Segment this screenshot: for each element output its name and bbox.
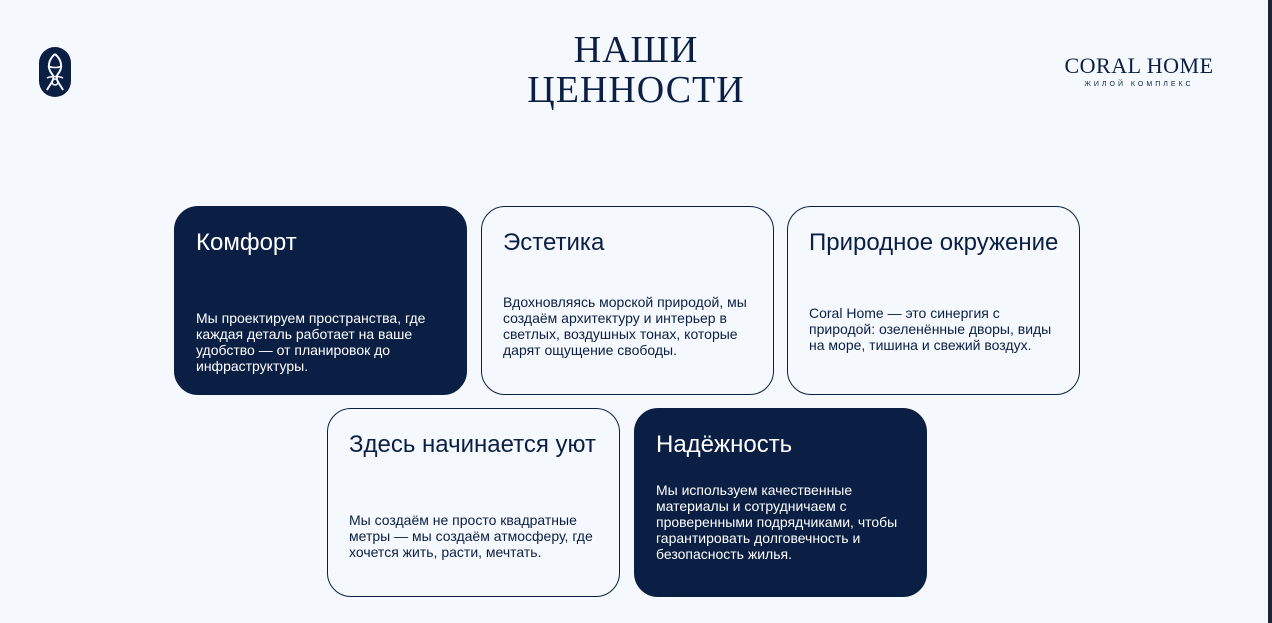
card-text: Coral Home — это синергия с природой: озеленённые дворы, виды на море, тишина и свежий воздух. (809, 305, 1052, 353)
card-text: Мы создаём не просто квадратные метры — мы создаём атмосферу, где хочется жить, расти, мечтать. (349, 512, 593, 560)
card-text: Мы проектируем пространства, где каждая деталь работает на ваше удобство — от планировок до инфраструктуры. (196, 310, 426, 374)
brand-logo (1064, 54, 1214, 88)
page-title-line1: НАШИ (573, 29, 699, 71)
page-title-line2: ЦЕННОСТИ (527, 69, 745, 111)
card-title: Эстетика (503, 229, 605, 256)
card-text: Вдохновляясь морской природой, мы создаём архитектуру и интерьер в светлых, воздушных тонах, которые дарят ощущение свободы. (503, 294, 747, 358)
value-card-reliability (634, 408, 927, 597)
card-title: Здесь начинается уют (349, 431, 597, 458)
card-title: Комфорт (196, 229, 297, 256)
brand-subtitle: ЖИЛОЙ КОМПЛЕКС (1084, 81, 1194, 88)
value-card-comfort (174, 206, 467, 395)
brand-name: CORAL HOME (1064, 53, 1214, 78)
card-title: Природное окружение (809, 229, 1059, 256)
value-card-cozy (327, 408, 620, 597)
value-card-nature (787, 206, 1080, 395)
card-title: Надёжность (656, 431, 793, 458)
value-card-aesthetics (481, 206, 774, 395)
card-text: Мы используем качественные материалы и сотрудничаем с проверенными подрядчиками, чтобы гарантировать долговечность и безопасность жилья. (656, 482, 898, 562)
